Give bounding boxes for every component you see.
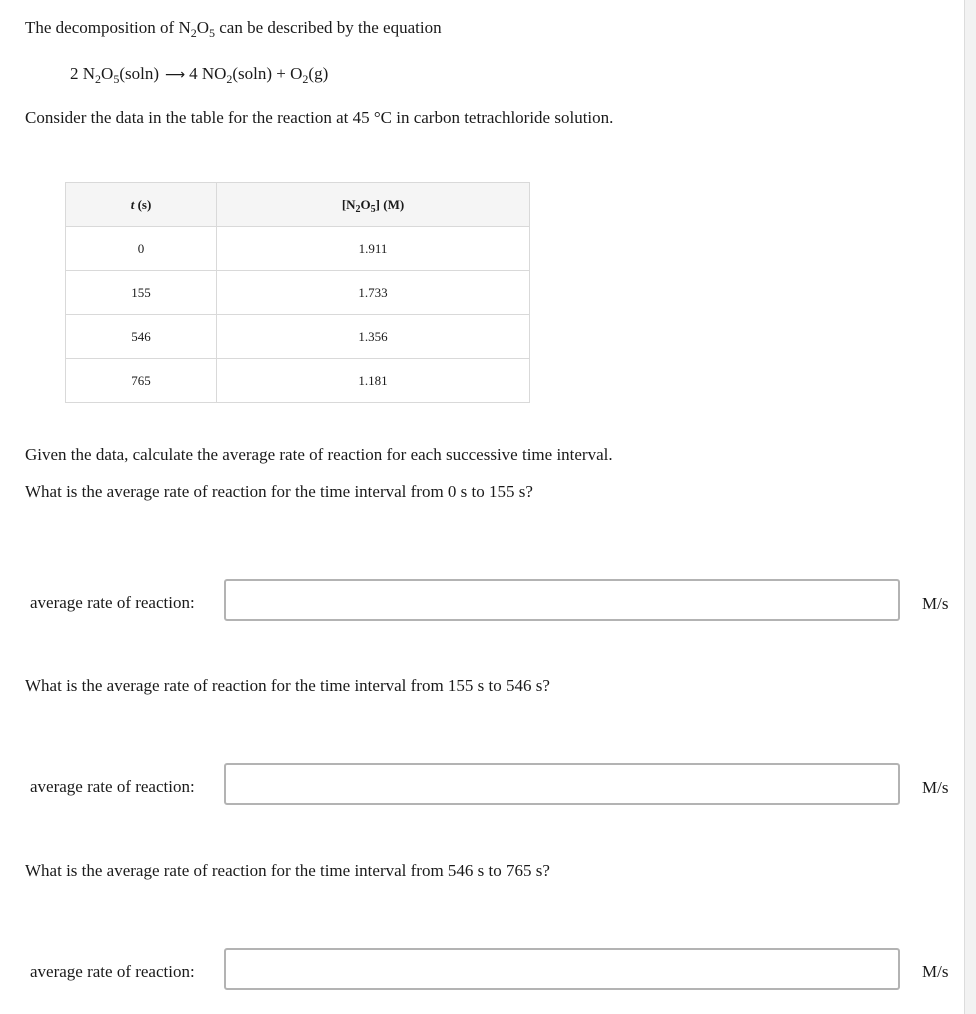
time-unit: (s) (134, 196, 152, 212)
table-row (66, 359, 530, 403)
answer-1-unit: M/s (922, 594, 949, 613)
conc-sub: 2 (355, 203, 361, 215)
reaction-arrow-icon: ⟶ (164, 67, 186, 83)
concentration-cell: 1.733 (217, 271, 530, 315)
conc-pre: [N (341, 196, 356, 212)
concentration-cell: 1.356 (217, 315, 530, 359)
data-table (65, 182, 530, 403)
time-cell: 765 (66, 359, 217, 403)
intro-sub: 2 (190, 26, 197, 40)
given-text: Given the data, calculate the average rate of reaction for each successive time interval. (25, 445, 613, 464)
answer-3-input[interactable] (224, 948, 900, 990)
eq-part: O (101, 64, 114, 83)
eq-sub: 2 (302, 72, 309, 86)
time-cell: 155 (66, 271, 217, 315)
consider-text: Consider the data in the table for the reaction at 45 °C in carbon tetrachloride solution. (25, 108, 614, 127)
answer-1-input[interactable] (224, 579, 900, 621)
answer-1-label: average rate of reaction: (30, 593, 195, 612)
concentration-cell: 1.911 (217, 227, 530, 271)
question-3-text: What is the average rate of reaction for the time interval from 546 s to 765 s? (25, 861, 550, 880)
eq-sub: 2 (226, 72, 233, 86)
table-row (66, 271, 530, 315)
eq-part: 4 NO (189, 64, 227, 83)
eq-sub: 5 (113, 72, 120, 86)
conc-post: ] (M) (375, 196, 405, 212)
eq-part: 2 N (70, 64, 96, 83)
intro-mid: O (196, 18, 209, 37)
question-1-text: What is the average rate of reaction for the time interval from 0 s to 155 s? (25, 482, 533, 501)
concentration-cell: 1.181 (217, 359, 530, 403)
answer-3-label: average rate of reaction: (30, 962, 195, 981)
concentration-column-header (217, 183, 530, 227)
time-cell: 0 (66, 227, 217, 271)
eq-part: (soln) + O (232, 64, 303, 83)
reaction-equation (70, 63, 328, 86)
answer-3-unit: M/s (922, 962, 949, 981)
eq-part: (g) (308, 64, 329, 83)
table-row (66, 227, 530, 271)
eq-sub: 2 (95, 72, 102, 86)
answer-2-unit: M/s (922, 778, 949, 797)
answer-2-label: average rate of reaction: (30, 777, 195, 796)
time-cell: 546 (66, 315, 217, 359)
table-row (66, 315, 530, 359)
intro-sub: 5 (209, 26, 215, 40)
conc-sub: 5 (370, 203, 376, 215)
table-header-row (66, 183, 530, 227)
eq-part: (soln) (119, 64, 159, 83)
time-var: t (130, 196, 135, 212)
time-column-header (66, 183, 217, 227)
intro-pre: The decomposition of N (25, 18, 191, 37)
question-2-text: What is the average rate of reaction for the time interval from 155 s to 546 s? (25, 676, 550, 695)
answer-2-input[interactable] (224, 763, 900, 805)
conc-mid: O (360, 196, 371, 212)
intro-post: can be described by the equation (215, 18, 442, 37)
intro-text (25, 17, 442, 39)
